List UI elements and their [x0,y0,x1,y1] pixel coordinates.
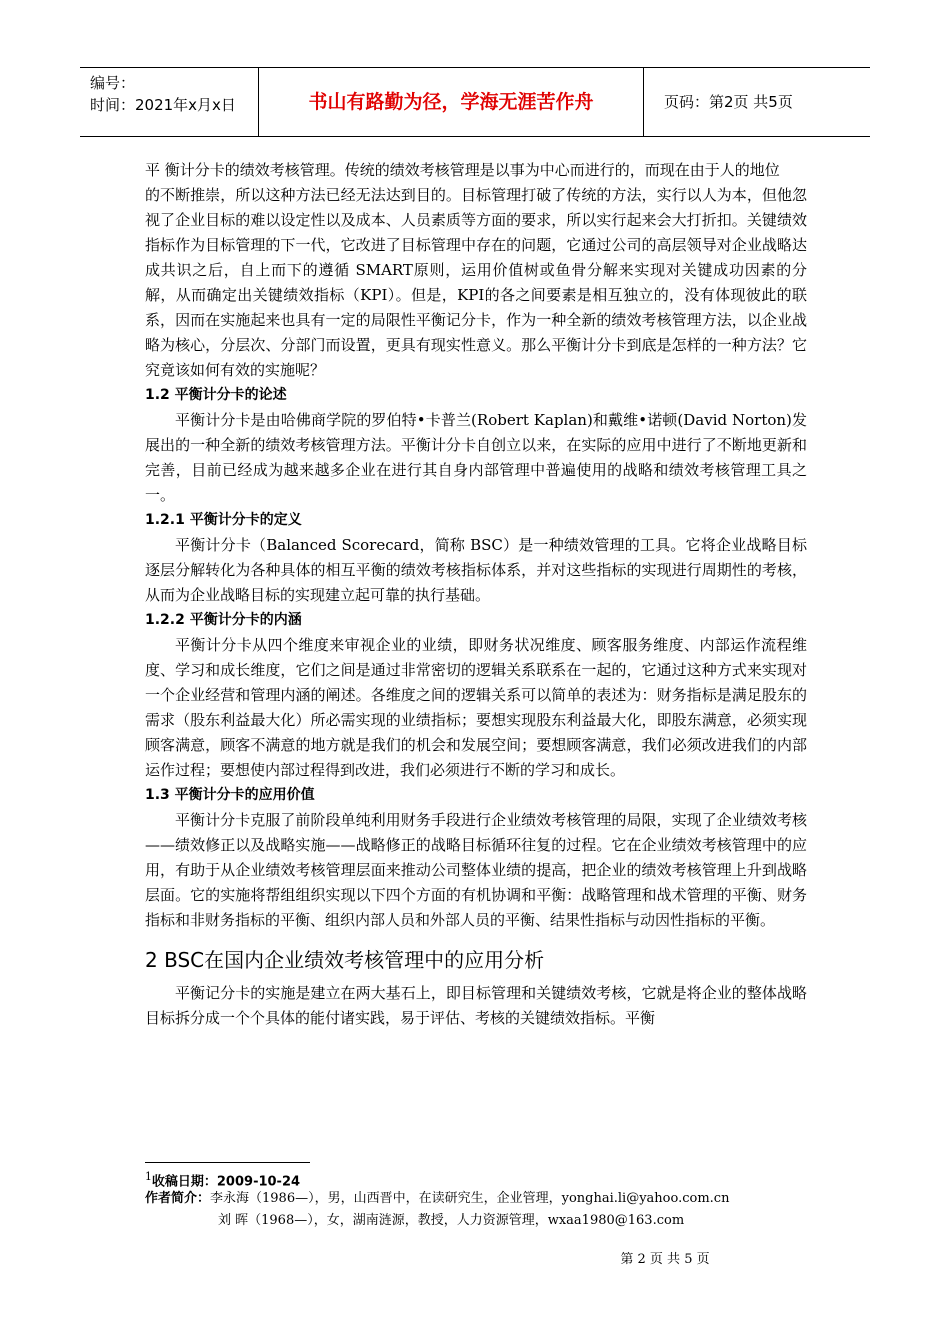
header-meta [80,68,259,136]
section-heading-1-2: 1.2 平衡计分卡的论述 [145,387,287,403]
footnote-mark: 1 [145,1170,152,1183]
section-heading-2: 2 BSC在国内企业绩效考核管理中的应用分析 [145,948,545,972]
paragraph-bsc-value: 平衡计分卡克服了前阶段单纯利用财务手段进行企业绩效考核管理的局限，实现了企业绩效考核——绩效修正以及战略实施——战略修正的战略目标循环往复的过程。它在企业绩效考核管理中的应用，有助于从企业绩效考核管理层面来推动公司整体业绩的提高，把企业的绩效考核管理上升到战略层面。它的实施将帮组组织实现以下四个方面的有机协调和平衡：战略管理和战术管理的平衡、财务指标和非财务指标的平衡、组织内部人员和外部人员的平衡、结果性指标与动因性指标的平衡。 [145,811,807,929]
footnote-divider [145,1162,310,1163]
footnote-author-label: 作者简介： [145,1191,211,1206]
document-number-label: 编号： [90,74,136,92]
header-motto: 书山有路勤为径，学海无涯苦作舟 [259,68,644,136]
section-heading-1-2-2: 1.2.2 平衡计分卡的内涵 [145,612,302,628]
footnote-author-1 [145,1188,729,1210]
section-heading-1-3: 1.3 平衡计分卡的应用价值 [145,787,315,803]
page-header [80,67,870,137]
section-heading-1-2-1: 1.2.1 平衡计分卡的定义 [145,512,302,528]
footnote-author-2 [145,1210,684,1232]
page-footer: 第 2 页 共 5 页 [620,1252,710,1267]
paragraph-intro: 的不断推崇，所以这种方法已经无法达到目的。目标管理打破了传统的方法，实行以人为本，但他忽视了企业目标的难以设定性以及成本、人员素质等方面的要求，所以实行起来会大打折扣。关键绩效指标作为目标管理的下一代，它改进了目标管理中存在的问题，它通过公司的高层领导对企业战略达成共识之后，自上而下的遵循 SMART原则，运用价值树或鱼骨分解来实现对关键成功因素的分解，从而确定出关键绩效指标（KPI）。但是，KPI的各之间要素是相互独立的，没有体现彼此的联系，因而在实施起来也具有一定的局限性平衡记分卡，作为一种全新的绩效考核管理方法，以企业战略为核心，分层次、分部门而设置，更具有现实性意义。那么平衡计分卡到底是怎样的一种方法？它究竟该如何有效的实施呢？ [145,186,807,379]
paragraph-bsc-definition: 平衡计分卡（Balanced Scorecard，简称 BSC）是一种绩效管理的工具。它将企业战略目标逐层分解转化为各种具体的相互平衡的绩效考核指标体系，并对这些指标的实现进行周期性的考核，从而为企业战略目标的实现建立起可靠的执行基础。 [145,536,807,604]
document-date-label: 时间：2021年x月x日 [90,96,236,114]
footnote-author-2-text: 刘 晖（1968—），女，湖南涟源，教授，人力资源管理，wxaa1980@163.com [218,1213,685,1228]
header-page-number: 页码：第2页 共5页 [664,93,793,111]
document-body [145,158,807,1031]
paragraph-bsc-analysis: 平衡记分卡的实施是建立在两大基石上，即目标管理和关键绩效考核，它就是将企业的整体战略目标拆分成一个个具体的能付诸实践，易于评估、考核的关键绩效指标。平衡 [145,984,807,1027]
paragraph-intro-first-line: 平 衡计分卡的绩效考核管理。传统的绩效考核管理是以事为中心而进行的，而现在由于人的地位 [145,161,780,179]
footnote-author-1-text: 李永海（1986—），男，山西晋中，在读研究生，企业管理，yonghai.li@yahoo.com.cn [210,1191,730,1206]
paragraph-bsc-connotation: 平衡计分卡从四个维度来审视企业的业绩，即财务状况维度、顾客服务维度、内部运作流程维度、学习和成长维度，它们之间是通过非常密切的逻辑关系联系在一起的，它通过这种方式来实现对一个企业经营和管理内涵的阐述。各维度之间的逻辑关系可以简单的表述为：财务指标是满足股东的需求（股东利益最大化）所必需实现的业绩指标；要想实现股东利益最大化，即股东满意，必须实现顾客满意，顾客不满意的地方就是我们的机会和发展空间；要想顾客满意，我们必须改进我们的内部运作过程；要想使内部过程得到改进，我们必须进行不断的学习和成长。 [145,636,807,779]
paragraph-bsc-overview: 平衡计分卡是由哈佛商学院的罗伯特•卡普兰(Robert Kaplan)和戴维•诺顿(David Norton)发展出的一种全新的绩效考核管理方法。平衡计分卡自创立以来，在实际的应用中进行了不断地更新和完善，目前已经成为越来越多企业在进行其自身内部管理中普遍使用的战略和绩效考核管理工具之一。 [145,411,807,504]
footnote-received-text: 收稿日期：2009-10-24 [151,1174,301,1190]
